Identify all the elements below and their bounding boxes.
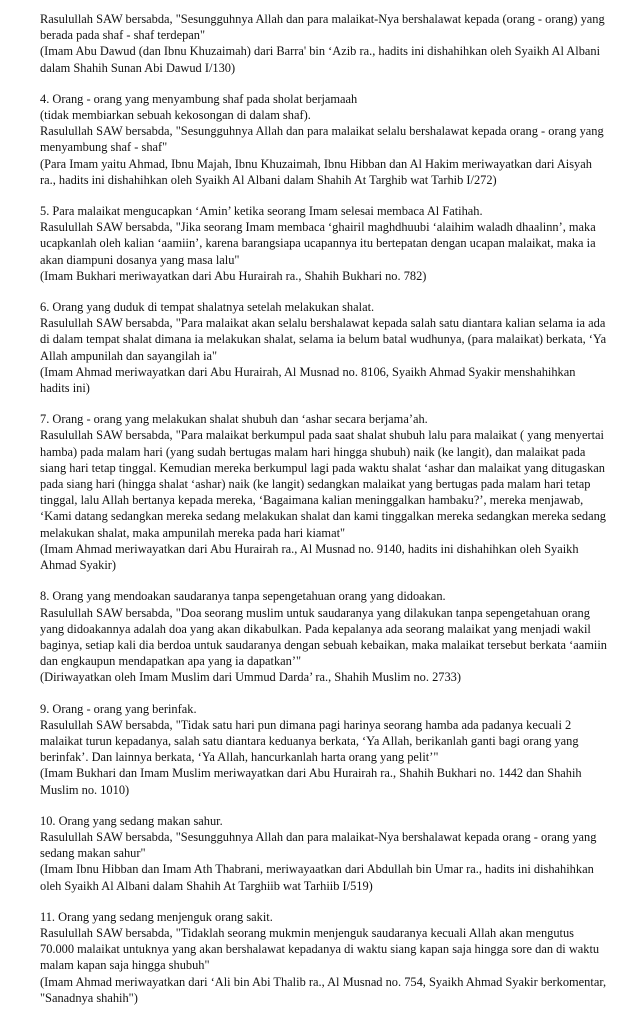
hadith-source: (Imam Ahmad meriwayatkan dari ‘Ali bin Abi Thalib ra., Al Musnad no. 754, Syaikh Ahmad Syakir berkomentar, "Sanadnya shahih") xyxy=(40,974,607,1005)
document-page xyxy=(40,11,618,1021)
section-heading: 5. Para malaikat mengucapkan ‘Amin’ ketika seorang Imam selesai membaca Al Fatihah. xyxy=(40,204,483,219)
hadith-block-11 xyxy=(40,909,618,1006)
hadith-source: (Imam Ahmad meriwayatkan dari Abu Hurairah, Al Musnad no. 8106, Syaikh Ahmad Syakir menshahihkan hadits ini) xyxy=(40,364,576,396)
hadith-block-10 xyxy=(40,813,618,894)
section-note: (tidak membiarkan sebuah kekosongan di dalam shaf). xyxy=(40,108,311,123)
hadith-source: (Imam Ahmad meriwayatkan dari Abu Hurairah ra., Al Musnad no. 9140, hadits ini dishahihkan oleh Syaikh Ahmad Syakir) xyxy=(40,541,579,573)
section-heading: 7. Orang - orang yang melakukan shalat shubuh dan ‘ashar secara berjama’ah. xyxy=(40,412,428,427)
hadith-text: Rasulullah SAW bersabda, "Tidaklah seorang mukmin menjenguk saudaranya kecuali Allah akan mengutus 70.000 malaikat untuknya yang akan bershalawat kepadanya di waktu siang kapan saja hingga sore dan di waktu malam kapan saja hingga shubuh" xyxy=(40,925,600,973)
hadith-text: Rasulullah SAW bersabda, "Sesungguhnya Allah dan para malaikat-Nya bershalawat kepada orang - orang yang sedang makan sahur" xyxy=(40,829,597,861)
hadith-source: (Imam Bukhari dan Imam Muslim meriwayatkan dari Abu Hurairah ra., Shahih Bukhari no. 1442 dan Shahih Muslim no. 1010) xyxy=(40,766,582,797)
hadith-source: (Diriwayatkan oleh Imam Muslim dari Ummud Darda’ ra., Shahih Muslim no. 2733) xyxy=(40,670,461,685)
hadith-text: Rasulullah SAW bersabda, "Sesungguhnya Allah dan para malaikat-Nya bershalawat kepada (orang - orang) yang berada pada shaf - shaf terdepan" xyxy=(40,12,605,43)
hadith-source: (Imam Bukhari meriwayatkan dari Abu Hurairah ra., Shahih Bukhari no. 782) xyxy=(40,268,427,283)
hadith-source: (Imam Ibnu Hibban dan Imam Ath Thabrani, meriwayaatkan dari Abdullah bin Umar ra., hadits ini dishahihkan oleh Syaikh Al Albani dalam Shahih At Targhiib wat Tarhiib I/519) xyxy=(40,862,594,893)
section-heading: 11. Orang yang sedang menjenguk orang sakit. xyxy=(40,909,273,924)
hadith-block-6 xyxy=(40,299,618,396)
hadith-text: Rasulullah SAW bersabda, "Tidak satu hari pun dimana pagi harinya seorang hamba ada padanya kecuali 2 malaikat turun kepadanya, salah satu diantara keduanya berkata, ‘Ya Allah, berikanlah ganti bagi orang yang berinfak’. Dan lainnya berkata, ‘Ya Allah, hancurkanlah harta orang yang pelit’" xyxy=(40,717,579,765)
hadith-block-5 xyxy=(40,203,618,284)
section-heading: 6. Orang yang duduk di tempat shalatnya setelah melakukan shalat. xyxy=(40,300,375,315)
hadith-text: Rasulullah SAW bersabda, "Doa seorang muslim untuk saudaranya yang dilakukan tanpa sepengetahuan orang yang didoakannya adalah doa yang akan dikabulkan. Pada kepalanya ada seorang malaikat yang menjadi wakil baginya, setiap kali dia berdoa untuk saudaranya dengan sebuah kebaikan, maka malaikat tersebut berkata ‘aamiin dan engkaupun mendapatkan apa yang ia dapatkan’" xyxy=(40,605,607,669)
section-heading: 8. Orang yang mendoakan saudaranya tanpa sepengetahuan orang yang didoakan. xyxy=(40,589,446,604)
hadith-block-9 xyxy=(40,701,618,798)
hadith-block-7 xyxy=(40,411,618,573)
hadith-text: Rasulullah SAW bersabda, "Sesungguhnya Allah dan para malaikat selalu bershalawat kepada orang - orang yang menyambung shaf - shaf" xyxy=(40,124,604,155)
hadith-source: (Para Imam yaitu Ahmad, Ibnu Majah, Ibnu Khuzaimah, Ibnu Hibban dan Al Hakim meriwayatkan dari Aisyah ra., hadits ini dishahihkan oleh Syaikh Al Albani dalam Shahih At Targhib wat Tarhib I/272) xyxy=(40,156,592,187)
hadith-text: Rasulullah SAW bersabda, "Para malaikat berkumpul pada saat shalat shubuh lalu para malaikat ( yang menyertai hamba) pada malam hari (yang sudah bertugas malam hari hingga shubuh) naik (ke langit), dan malaikat pada siang hari tetap tinggal. Kemudian mereka berkumpul lagi pada waktu shalat ‘ashar dan malaikat yang ditugaskan pada siang hari (hingga shalat ‘ashar) naik (ke langit) sedangkan malaikat yang bertugas pada malam hari tetap tinggal, lalu Allah bertanya kepada mereka, ‘Bagaimana kalian meninggalkan hambaku?’, mereka menjawab, ‘Kami datang sedangkan mereka sedang melakukan shalat dan kami tinggalkan mereka sedangkan mereka sedang melakukan shalat, maka ampunilah mereka pada hari kiamat" xyxy=(40,428,606,540)
section-heading: 4. Orang - orang yang menyambung shaf pada sholat berjamaah xyxy=(40,91,358,106)
section-heading: 9. Orang - orang yang berinfak. xyxy=(40,701,197,716)
hadith-text: Rasulullah SAW bersabda, "Jika seorang Imam membaca ‘ghairil maghdhuubi ‘alaihim waladh dhaalinn’, maka ucapkanlah oleh kalian ‘aamiin’, karena barangsiapa ucapannya itu bertepatan dengan ucapan malaikat, maka ia akan diampuni dosanya yang masa lalu" xyxy=(40,220,596,267)
hadith-block-continuation xyxy=(40,11,618,76)
hadith-block-8 xyxy=(40,588,618,685)
hadith-text: Rasulullah SAW bersabda, "Para malaikat akan selalu bershalawat kepada salah satu diantara kalian selama ia ada di dalam tempat shalat dimana ia melakukan shalat, selama ia belum batal wudhunya, (para malaikat) berkata, ‘Ya Allah ampunilah dan sayangilah ia" xyxy=(40,316,607,363)
hadith-source: (Imam Abu Dawud (dan Ibnu Khuzaimah) dari Barra' bin ‘Azib ra., hadits ini dishahihkan oleh Syaikh Al Albani dalam Shahih Sunan Abi Dawud I/130) xyxy=(40,44,601,75)
hadith-block-4 xyxy=(40,91,618,188)
section-heading: 10. Orang yang sedang makan sahur. xyxy=(40,813,223,828)
